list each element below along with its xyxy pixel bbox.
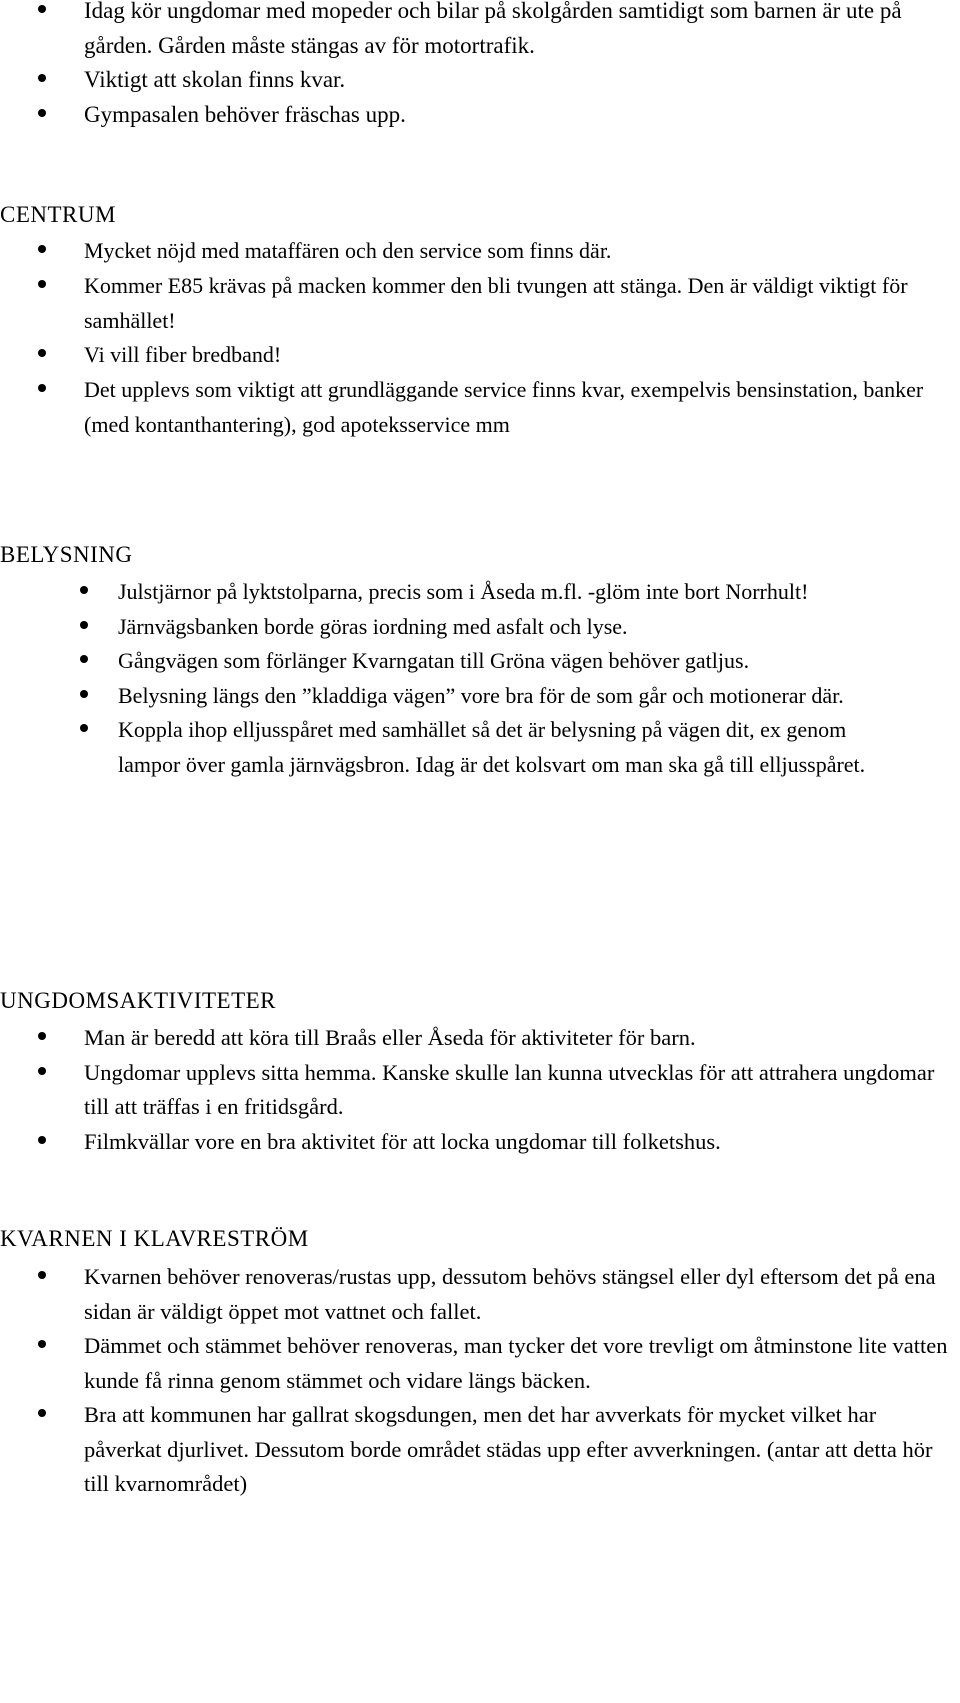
list-item: Kvarnen behöver renoveras/rustas upp, dessutom behövs stängsel eller dyl eftersom det på ena sidan är väldigt öppet mot vattnet och fallet. [0, 1260, 954, 1329]
list-item: Det upplevs som viktigt att grundläggande service finns kvar, exempelvis bensinstation, banker (med kontanthantering), god apoteksservice mm [0, 373, 954, 443]
bullet-icon [38, 5, 46, 13]
bullet-icon [38, 74, 46, 82]
list-item: Idag kör ungdomar med mopeder och bilar på skolgården samtidigt som barnen är ute på gården. Gården måste stängas av för motortrafik. [0, 0, 944, 63]
belysning-heading: BELYSNING [0, 542, 133, 567]
bullet-icon [38, 1032, 46, 1040]
list-item: Belysning längs den ”kladdiga vägen” vore bra för de som går och motionerar där. [0, 679, 960, 714]
bullet-icon [80, 621, 88, 629]
list-item: Gympasalen behöver fräschas upp. [0, 98, 944, 133]
bullet-icon [38, 1136, 46, 1144]
bullet-icon [38, 1409, 46, 1417]
list-item: Filmkvällar vore en bra aktivitet för att locka ungdomar till folketshus. [0, 1125, 954, 1160]
bullet-icon [80, 690, 88, 698]
bullet-icon [38, 109, 46, 117]
ungdomsaktiviteter-list [0, 1021, 960, 1159]
centrum-heading: CENTRUM [0, 202, 116, 227]
bullet-icon [38, 1340, 46, 1348]
belysning-section [0, 575, 960, 782]
list-item: Gångvägen som förlänger Kvarngatan till Gröna vägen behöver gatljus. [0, 644, 960, 679]
list-item: Viktigt att skolan finns kvar. [0, 63, 944, 98]
kvarnen-list [0, 1260, 960, 1502]
bullet-icon [38, 1067, 46, 1075]
intro-list [0, 0, 960, 132]
list-item: Man är beredd att köra till Braås eller Åseda för aktiviteter för barn. [0, 1021, 954, 1056]
kvarnen-section [0, 1260, 960, 1502]
list-item: Ungdomar upplevs sitta hemma. Kanske skulle lan kunna utvecklas för att attrahera ungdomar till att träffas i en fritidsgård. [0, 1056, 954, 1125]
centrum-list [0, 234, 960, 443]
belysning-list [0, 575, 960, 782]
ungdomsaktiviteter-heading: UNGDOMSAKTIVITETER [0, 988, 277, 1013]
ungdomsaktiviteter-section [0, 1021, 960, 1159]
bullet-icon [38, 349, 46, 357]
list-item: Mycket nöjd med mataffären och den service som finns där. [0, 234, 954, 269]
list-item: Dämmet och stämmet behöver renoveras, man tycker det vore trevligt om åtminstone lite vatten kunde få rinna genom stämmet och vidare längs bäcken. [0, 1329, 954, 1398]
list-item: Järnvägsbanken borde göras iordning med asfalt och lyse. [0, 610, 960, 645]
kvarnen-heading: KVARNEN I KLAVRESTRÖM [0, 1226, 309, 1251]
centrum-section [0, 234, 960, 443]
list-item: Koppla ihop elljusspåret med samhället så det är belysning på vägen dit, ex genom lampor över gamla järnvägsbron. Idag är det kolsvart om man ska gå till elljusspåret. [0, 713, 898, 782]
list-item: Bra att kommunen har gallrat skogsdungen, men det har avverkats för mycket vilket har påverkat djurlivet. Dessutom borde området städas upp efter avverkningen. (antar att detta hör till kvarnområdet) [0, 1398, 954, 1502]
list-item: Julstjärnor på lyktstolparna, precis som i Åseda m.fl. -glöm inte bort Norrhult! [0, 575, 960, 610]
bullet-icon [38, 245, 46, 253]
bullet-icon [80, 724, 88, 732]
bullet-icon [80, 586, 88, 594]
intro-section [0, 0, 960, 132]
bullet-icon [80, 655, 88, 663]
list-item: Kommer E85 krävas på macken kommer den bli tvungen att stänga. Den är väldigt viktigt för samhället! [0, 269, 954, 339]
list-item: Vi vill fiber bredband! [0, 338, 954, 373]
bullet-icon [38, 384, 46, 392]
bullet-icon [38, 280, 46, 288]
bullet-icon [38, 1271, 46, 1279]
